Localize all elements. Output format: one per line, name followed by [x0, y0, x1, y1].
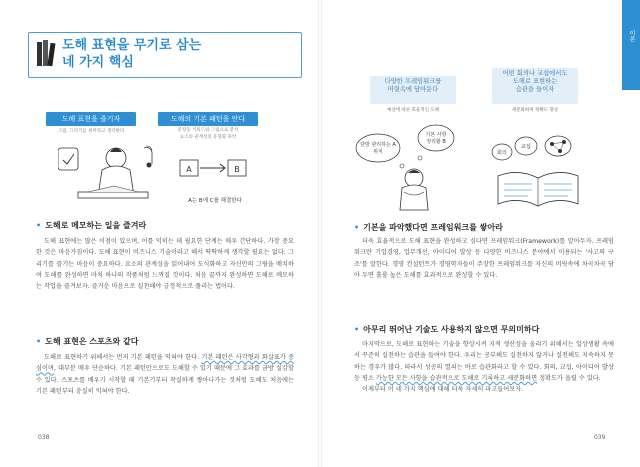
bubble-framework-sub: 예상에 따른 효율적인 도해	[386, 108, 440, 113]
chapter-tab	[622, 0, 640, 90]
bubble-habit-sub: 세분화하며 정확도 향상	[511, 108, 559, 113]
bubble-habit-line3: 습관을 들이자	[515, 86, 555, 93]
sports-underlined: 기본 패턴은 사각형과 화살표가 중심이며	[36, 354, 294, 373]
sports-text-b: , 대부분 매우 단순하다. 기본 패턴만으로도 도해할 수 있기 때문에 그 효과를 금방 실감할 수 있다. 스포츠를 배우기 시작할 때 기본기부터 착실하게 쌓아나가는 것처럼 도해도 처음에는 기본 패턴부터 충실히 익혀야 한다.	[36, 365, 294, 395]
thinking-person-illustration	[354, 118, 474, 212]
title-line-2: 네 가지 핵심	[62, 55, 134, 70]
practice-text-a: 마지막으로, 도해로 표현하는 기술을 향상시켜 지적 생산성을 올리기 위해서는 일상생활 속에서 꾸준히 실천하는 습관을 들여야 한다. 우리는 공부해도 실천하지 않거나 실천해도 지속하지 못하는 경우가 많다. 따라서 성공의 열쇠는 바로 습관화라고 할 수 있다. 회의, 교섭, 아이디어 발상 등 평소	[354, 341, 614, 382]
bullet-dot-icon: •	[354, 223, 360, 232]
memo-paragraph: 도해 표현에는 많은 이점이 있으며, 이를 익히는 데 필요한 단계는 매우 간단하다. 가장 중요한 것은 마음가짐이다. 도해 표현이 비즈니스 기술이라고 해서 딱딱하게 생각할 필요는 없다. 그리기를 즐기는 마음이 중요하다. 요소의 관계성을 읽어내어 도식화하고 자신만의 그림을 배치하여 도해를 완성하면 마치 하나의 작품처럼 느껴질 것이다. 처음 끝까지 완성하면 도해로 메모하는 작업을 즐겨보자. 즐거운 마음으로 실천해야 긍정적으로 풀리는 법이다.	[36, 238, 294, 291]
practice-underlined: 가능한 모든 사항을 습관적으로 도해로 기록하고 세분화하면	[375, 374, 538, 382]
bubble-framework-line2: 머릿속에 담아둔다	[387, 86, 439, 93]
tag-enjoy: 도해 표현을 즐기자	[46, 112, 136, 126]
bubble-habit	[492, 68, 578, 104]
sports-paragraph	[36, 352, 294, 397]
bubble-framework-line1: 다양한 프레임워크를	[384, 78, 442, 85]
thought-meeting: 회의	[497, 150, 507, 156]
bubble-framework	[370, 76, 456, 104]
person-drawing-illustration	[58, 140, 158, 210]
diagram-b-label: B	[234, 165, 240, 174]
thought-1-line2: 위치	[373, 149, 383, 155]
book-gutter	[318, 0, 322, 467]
section-body-memo	[36, 236, 294, 292]
bullet-dot-icon: •	[354, 325, 360, 334]
section-heading-sports	[36, 336, 296, 347]
thought-negotiation: 교섭	[521, 144, 531, 150]
section-heading-framework	[354, 222, 616, 233]
chapter-tab-label: 이론	[628, 30, 635, 42]
section-heading-memo	[36, 220, 296, 231]
section-heading-sports-text: 도해 표현은 스포츠와 같다	[45, 337, 139, 346]
book-thoughts-illustration	[490, 132, 590, 212]
page-number-right: 039	[594, 434, 606, 441]
tag-enjoy-sub: 그림, 그리기를 취미라고 생각한다	[57, 129, 125, 134]
practice-text-b: 정확도가 올릴 수 있다.	[537, 374, 601, 382]
framework-paragraph: 더욱 효율적으로 도해 표현을 완성하고 싶다면 프레임워크(Framework)를 알아두자. 프레임워크란 기업경영, 업무개선, 아이디어 발상 등 다양한 비즈니스 분야에서 이용되는 '사고의 구조'를 말한다. 경영 컨설턴트가 경영학자들이 주장한 프레임워크를 자신의 머릿속에 차곡차곡 담아 두면 훌륭 높은 도해를 효과적으로 완성할 수 있다.	[354, 238, 614, 279]
title-line-1: 도해 표현을 무기로 삼는	[62, 38, 202, 53]
bullet-dot-icon: •	[36, 221, 42, 230]
ab-diagram	[178, 148, 252, 192]
diagram-caption: A는 B에 C를 해결한다	[188, 198, 242, 204]
sports-text-a: 도해로 표현하기 위해서는 먼저 기본 패턴을 익혀야 한다.	[44, 354, 202, 361]
practice-paragraph	[354, 339, 614, 384]
section-body-practice	[354, 339, 614, 395]
thought-1-line1: 단방 관리하는 A	[360, 142, 396, 148]
thought-2-line1: 기본 사항	[425, 132, 447, 138]
diagram-a-label: A	[186, 165, 192, 174]
tag-pattern: 도해의 기본 패턴을 안다	[158, 112, 258, 126]
bubble-habit-line1: 어떤 회의나 교섭에서도	[502, 70, 568, 77]
section-heading-practice	[354, 324, 616, 335]
section-heading-framework-text: 기본을 파악했다면 프레임워크를 쌓아라	[363, 223, 503, 232]
books-icon	[36, 38, 56, 68]
section-body-sports	[36, 352, 294, 397]
page-number-left: 038	[38, 434, 50, 441]
page-title	[62, 37, 201, 71]
tag-pattern-sub1: 문장을 키워드와 그림으로 분석	[177, 128, 239, 133]
section-heading-practice-text: 아무리 뛰어난 기술도 사용하지 않으면 무의미하다	[363, 325, 540, 334]
thought-2-line2: 정리할 B	[426, 139, 446, 145]
section-body-framework	[354, 236, 614, 281]
tag-pattern-sub2: 요소의 관계성의 유형화 파악	[179, 135, 237, 140]
section-heading-memo-text: 도해로 메모하는 일을 즐겨라	[45, 221, 147, 230]
bullet-dot-icon: •	[36, 337, 42, 346]
bubble-habit-line2: 도해로 표현하는	[512, 78, 558, 85]
practice-paragraph-2: 이제부터 이 네 가지 핵심에 대해 더욱 자세히 파고들어보자.	[362, 386, 524, 394]
